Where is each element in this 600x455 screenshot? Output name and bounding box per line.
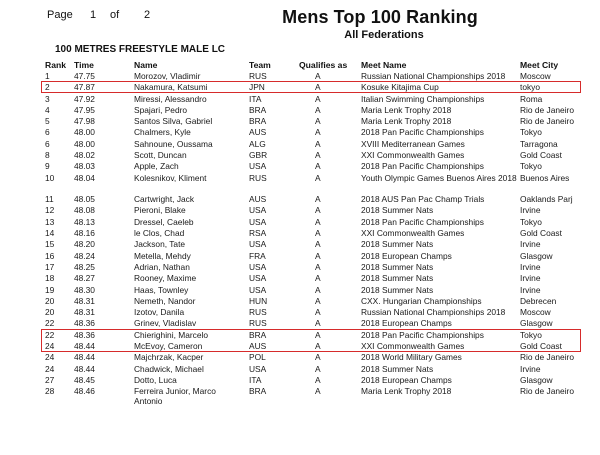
cell-meet-city: Irvine xyxy=(520,261,541,272)
cell-name: Dotto, Luca xyxy=(134,374,177,385)
cell-meet-city: tokyo xyxy=(520,82,541,93)
cell-rank: 22 xyxy=(45,329,55,340)
cell-meet-city: Rio de Janeiro xyxy=(520,104,575,115)
cell-name: Cartwright, Jack xyxy=(134,194,195,205)
cell-time: 48.00 xyxy=(74,127,95,138)
cell-time: 48.25 xyxy=(74,261,95,272)
cell-qualifies: A xyxy=(315,93,321,104)
cell-team: AUS xyxy=(249,194,267,205)
cell-rank: 20 xyxy=(45,307,55,318)
cell-meet-name: 2018 Summer Nats xyxy=(361,239,434,250)
cell-name: Scott, Duncan xyxy=(134,150,187,161)
cell-meet-name: Maria Lenk Trophy 2018 xyxy=(361,386,452,397)
cell-rank: 14 xyxy=(45,228,55,239)
cell-name: Rooney, Maxime xyxy=(134,273,197,284)
cell-team: RUS xyxy=(249,318,267,329)
cell-time: 48.36 xyxy=(74,329,95,340)
cell-qualifies: A xyxy=(315,216,321,227)
cell-time: 48.03 xyxy=(74,161,95,172)
cell-qualifies: A xyxy=(315,194,321,205)
cell-name: Miressi, Alessandro xyxy=(134,93,207,104)
table-row xyxy=(0,139,600,150)
cell-rank: 5 xyxy=(45,116,50,127)
table-row xyxy=(0,364,600,375)
cell-meet-city: Buenos Aires xyxy=(520,172,570,183)
cell-name: Nakamura, Katsumi xyxy=(134,82,208,93)
cell-name: Metella, Mehdy xyxy=(134,250,191,261)
cell-name: Dressel, Caeleb xyxy=(134,216,194,227)
cell-rank: 24 xyxy=(45,341,55,352)
cell-team: ITA xyxy=(249,374,262,385)
cell-time: 48.44 xyxy=(74,352,95,363)
cell-qualifies: A xyxy=(315,228,321,239)
cell-name: McEvoy, Cameron xyxy=(134,341,203,352)
table-row xyxy=(0,105,600,116)
cell-time: 48.00 xyxy=(74,138,95,149)
highlight-box xyxy=(41,81,581,93)
cell-meet-city: Rio de Janeiro xyxy=(520,386,575,397)
table-row xyxy=(0,262,600,273)
cell-rank: 12 xyxy=(45,205,55,216)
cell-qualifies: A xyxy=(315,284,321,295)
cell-team: RUS xyxy=(249,307,267,318)
table-row xyxy=(0,217,600,228)
cell-time: 48.13 xyxy=(74,216,95,227)
table-row xyxy=(0,251,600,262)
cell-meet-name: 2018 Pan Pacific Championships xyxy=(361,161,484,172)
cell-meet-city: Gold Coast xyxy=(520,150,562,161)
cell-time: 48.45 xyxy=(74,374,95,385)
cell-qualifies: A xyxy=(315,71,321,81)
cell-meet-name: CXX. Hungarian Championships xyxy=(361,295,482,306)
cell-team: USA xyxy=(249,261,267,272)
cell-qualifies: A xyxy=(315,386,321,397)
cell-team: HUN xyxy=(249,295,268,306)
cell-qualifies: A xyxy=(315,307,321,318)
cell-time: 48.31 xyxy=(74,295,95,306)
cell-rank: 2 xyxy=(45,82,50,93)
table-row xyxy=(0,239,600,250)
table-row xyxy=(0,375,600,386)
cell-team: RUS xyxy=(249,172,267,183)
cell-rank: 22 xyxy=(45,318,55,329)
ranking-table xyxy=(0,71,600,408)
page-current: 1 xyxy=(90,9,97,21)
cell-name: Santos Silva, Gabriel xyxy=(134,116,213,127)
cell-rank: 24 xyxy=(45,363,55,374)
cell-time: 48.04 xyxy=(74,172,95,183)
cell-team: BRA xyxy=(249,386,267,397)
table-row xyxy=(0,161,600,172)
cell-meet-city: Moscow xyxy=(520,307,551,318)
cell-meet-name: 2018 Summer Nats xyxy=(361,363,434,374)
cell-qualifies: A xyxy=(315,261,321,272)
cell-meet-name: Russian National Championships 2018 xyxy=(361,71,506,81)
cell-qualifies: A xyxy=(315,104,321,115)
cell-team: USA xyxy=(249,161,267,172)
table-row xyxy=(0,386,600,408)
cell-time: 48.46 xyxy=(74,386,95,397)
cell-time: 48.31 xyxy=(74,307,95,318)
cell-qualifies: A xyxy=(315,161,321,172)
cell-qualifies: A xyxy=(315,150,321,161)
cell-meet-city: Moscow xyxy=(520,71,551,81)
header-time: Time xyxy=(74,60,94,70)
cell-team: USA xyxy=(249,205,267,216)
cell-team: USA xyxy=(249,216,267,227)
cell-name: Majchrzak, Kacper xyxy=(134,352,204,363)
cell-rank: 8 xyxy=(45,150,50,161)
cell-meet-name: 2018 Summer Nats xyxy=(361,261,434,272)
cell-team: USA xyxy=(249,239,267,250)
cell-meet-name: 2018 AUS Pan Pac Champ Trials xyxy=(361,194,485,205)
cell-meet-name: Italian Swimming Championships xyxy=(361,93,485,104)
cell-qualifies: A xyxy=(315,295,321,306)
cell-meet-city: Irvine xyxy=(520,273,541,284)
cell-team: AUS xyxy=(249,127,267,138)
cell-qualifies: A xyxy=(315,127,321,138)
cell-meet-name: Maria Lenk Trophy 2018 xyxy=(361,116,452,127)
page-label: Page xyxy=(47,9,73,21)
cell-name: Jackson, Tate xyxy=(134,239,186,250)
cell-meet-city: Gold Coast xyxy=(520,341,562,352)
cell-time: 48.20 xyxy=(74,239,95,250)
cell-qualifies: A xyxy=(315,273,321,284)
cell-time: 48.08 xyxy=(74,205,95,216)
cell-qualifies: A xyxy=(315,341,321,352)
cell-name: Grinev, Vladislav xyxy=(134,318,197,329)
table-row xyxy=(0,205,600,216)
table-row xyxy=(0,296,600,307)
cell-team: BRA xyxy=(249,329,267,340)
cell-meet-city: Tokyo xyxy=(520,127,542,138)
cell-qualifies: A xyxy=(315,329,321,340)
cell-rank: 4 xyxy=(45,104,50,115)
cell-team: BRA xyxy=(249,116,267,127)
cell-rank: 9 xyxy=(45,161,50,172)
cell-time: 47.75 xyxy=(74,71,95,81)
cell-time: 48.05 xyxy=(74,194,95,205)
cell-meet-city: Irvine xyxy=(520,239,541,250)
cell-meet-name: 2018 Summer Nats xyxy=(361,284,434,295)
cell-rank: 24 xyxy=(45,352,55,363)
cell-time: 48.27 xyxy=(74,273,95,284)
cell-meet-name: 2018 European Champs xyxy=(361,318,452,329)
cell-name: Nemeth, Nandor xyxy=(134,295,196,306)
cell-meet-city: Irvine xyxy=(520,284,541,295)
cell-meet-city: Roma xyxy=(520,93,543,104)
cell-team: FRA xyxy=(249,250,266,261)
cell-name: Chalmers, Kyle xyxy=(134,127,191,138)
cell-time: 47.98 xyxy=(74,116,95,127)
cell-qualifies: A xyxy=(315,250,321,261)
cell-meet-city: Irvine xyxy=(520,205,541,216)
cell-qualifies: A xyxy=(315,363,321,374)
header-name: Name xyxy=(134,60,158,70)
cell-meet-city: Glasgow xyxy=(520,318,553,329)
cell-qualifies: A xyxy=(315,138,321,149)
cell-meet-name: Maria Lenk Trophy 2018 xyxy=(361,104,452,115)
cell-name: Pieroni, Blake xyxy=(134,205,186,216)
cell-rank: 15 xyxy=(45,239,55,250)
cell-name: Chadwick, Michael xyxy=(134,363,204,374)
cell-meet-name: XXI Commonwealth Games xyxy=(361,150,465,161)
cell-time: 48.44 xyxy=(74,341,95,352)
table-row xyxy=(0,116,600,127)
cell-rank: 28 xyxy=(45,386,55,397)
cell-name: Apple, Zach xyxy=(134,161,179,172)
cell-meet-name: 2018 European Champs xyxy=(361,374,452,385)
cell-rank: 17 xyxy=(45,261,55,272)
table-row xyxy=(0,94,600,105)
cell-time: 48.24 xyxy=(74,250,95,261)
cell-meet-name: XVIII Mediterranean Games xyxy=(361,138,465,149)
cell-meet-name: 2018 World Military Games xyxy=(361,352,462,363)
cell-qualifies: A xyxy=(315,318,321,329)
table-row xyxy=(0,285,600,296)
cell-meet-name: 2018 Pan Pacific Championships xyxy=(361,329,484,340)
cell-time: 48.36 xyxy=(74,318,95,329)
cell-rank: 20 xyxy=(45,295,55,306)
cell-meet-name: XXI Commonwealth Games xyxy=(361,228,465,239)
cell-meet-city: Rio de Janeiro xyxy=(520,116,575,127)
report-subtitle: All Federations xyxy=(344,29,424,41)
cell-name: Kolesnikov, Kliment xyxy=(134,172,207,183)
cell-qualifies: A xyxy=(315,116,321,127)
cell-time: 48.02 xyxy=(74,150,95,161)
cell-rank: 19 xyxy=(45,284,55,295)
cell-team: RSA xyxy=(249,228,267,239)
cell-time: 48.30 xyxy=(74,284,95,295)
cell-meet-name: 2018 Pan Pacific Championships xyxy=(361,127,484,138)
cell-time: 47.95 xyxy=(74,104,95,115)
cell-rank: 1 xyxy=(45,71,50,81)
cell-name: le Clos, Chad xyxy=(134,228,185,239)
cell-team: ITA xyxy=(249,93,262,104)
cell-name: Chierighini, Marcelo xyxy=(134,329,209,340)
cell-rank: 6 xyxy=(45,138,50,149)
table-row xyxy=(0,273,600,284)
cell-name: Sahnoune, Oussama xyxy=(134,138,213,149)
cell-meet-name: 2018 Pan Pacific Championships xyxy=(361,216,484,227)
table-row xyxy=(0,127,600,138)
cell-rank: 27 xyxy=(45,374,55,385)
cell-meet-city: Oaklands Parj xyxy=(520,194,573,205)
cell-meet-city: Debrecen xyxy=(520,295,557,306)
header-rank: Rank xyxy=(45,60,67,70)
cell-meet-city: Tokyo xyxy=(520,161,542,172)
cell-qualifies: A xyxy=(315,352,321,363)
cell-rank: 16 xyxy=(45,250,55,261)
cell-meet-name: Russian National Championships 2018 xyxy=(361,307,506,318)
header-team: Team xyxy=(249,60,271,70)
cell-team: ALG xyxy=(249,138,266,149)
cell-qualifies: A xyxy=(315,172,321,183)
cell-team: USA xyxy=(249,363,267,374)
table-row xyxy=(0,150,600,161)
cell-qualifies: A xyxy=(315,239,321,250)
cell-meet-city: Gold Coast xyxy=(520,228,562,239)
cell-team: RUS xyxy=(249,71,267,81)
cell-name: Adrian, Nathan xyxy=(134,261,190,272)
cell-meet-city: Tokyo xyxy=(520,329,542,340)
cell-name: Morozov, Vladimir xyxy=(134,71,201,81)
cell-rank: 11 xyxy=(45,194,54,205)
header-meet-name: Meet Name xyxy=(361,60,407,70)
cell-name: Izotov, Danila xyxy=(134,307,185,318)
cell-rank: 18 xyxy=(45,273,55,284)
cell-time: 47.87 xyxy=(74,82,95,93)
header-meet-city: Meet City xyxy=(520,60,559,70)
cell-team: JPN xyxy=(249,82,265,93)
table-row xyxy=(0,194,600,205)
cell-team: USA xyxy=(249,273,267,284)
header-qualifies: Qualifies as xyxy=(299,60,348,70)
cell-meet-city: Tarragona xyxy=(520,138,558,149)
table-row xyxy=(0,228,600,239)
cell-meet-name: 2018 Summer Nats xyxy=(361,205,434,216)
cell-name: Ferreira Junior, Marco Antonio xyxy=(134,386,216,407)
cell-name: Spajari, Pedro xyxy=(134,104,188,115)
cell-time: 47.92 xyxy=(74,93,95,104)
cell-rank: 13 xyxy=(45,216,55,227)
cell-meet-name: 2018 European Champs xyxy=(361,250,452,261)
cell-meet-city: Glasgow xyxy=(520,250,553,261)
cell-team: USA xyxy=(249,284,267,295)
cell-meet-city: Rio de Janeiro xyxy=(520,352,575,363)
cell-rank: 10 xyxy=(45,172,55,183)
cell-team: AUS xyxy=(249,341,267,352)
table-row xyxy=(0,352,600,363)
cell-rank: 6 xyxy=(45,127,50,138)
cell-qualifies: A xyxy=(315,374,321,385)
cell-meet-name: Youth Olympic Games Buenos Aires 2018 xyxy=(361,172,517,183)
report-title: Mens Top 100 Ranking xyxy=(282,7,478,27)
event-name: 100 METRES FREESTYLE MALE LC xyxy=(55,44,226,55)
cell-name: Haas, Townley xyxy=(134,284,189,295)
cell-team: GBR xyxy=(249,150,268,161)
table-row xyxy=(0,307,600,318)
cell-meet-name: Kosuke Kitajima Cup xyxy=(361,82,439,93)
cell-team: BRA xyxy=(249,104,267,115)
table-row xyxy=(0,173,600,195)
cell-time: 48.16 xyxy=(74,228,95,239)
page-total: 2 xyxy=(144,9,151,21)
cell-meet-name: 2018 Summer Nats xyxy=(361,273,434,284)
highlight-box xyxy=(41,329,581,352)
cell-qualifies: A xyxy=(315,205,321,216)
cell-meet-city: Tokyo xyxy=(520,216,542,227)
cell-qualifies: A xyxy=(315,82,321,93)
cell-meet-name: XXI Commonwealth Games xyxy=(361,341,465,352)
cell-rank: 3 xyxy=(45,93,50,104)
cell-meet-city: Irvine xyxy=(520,363,541,374)
page-of-label: of xyxy=(110,9,120,21)
cell-time: 48.44 xyxy=(74,363,95,374)
cell-meet-city: Glasgow xyxy=(520,374,553,385)
cell-team: POL xyxy=(249,352,266,363)
